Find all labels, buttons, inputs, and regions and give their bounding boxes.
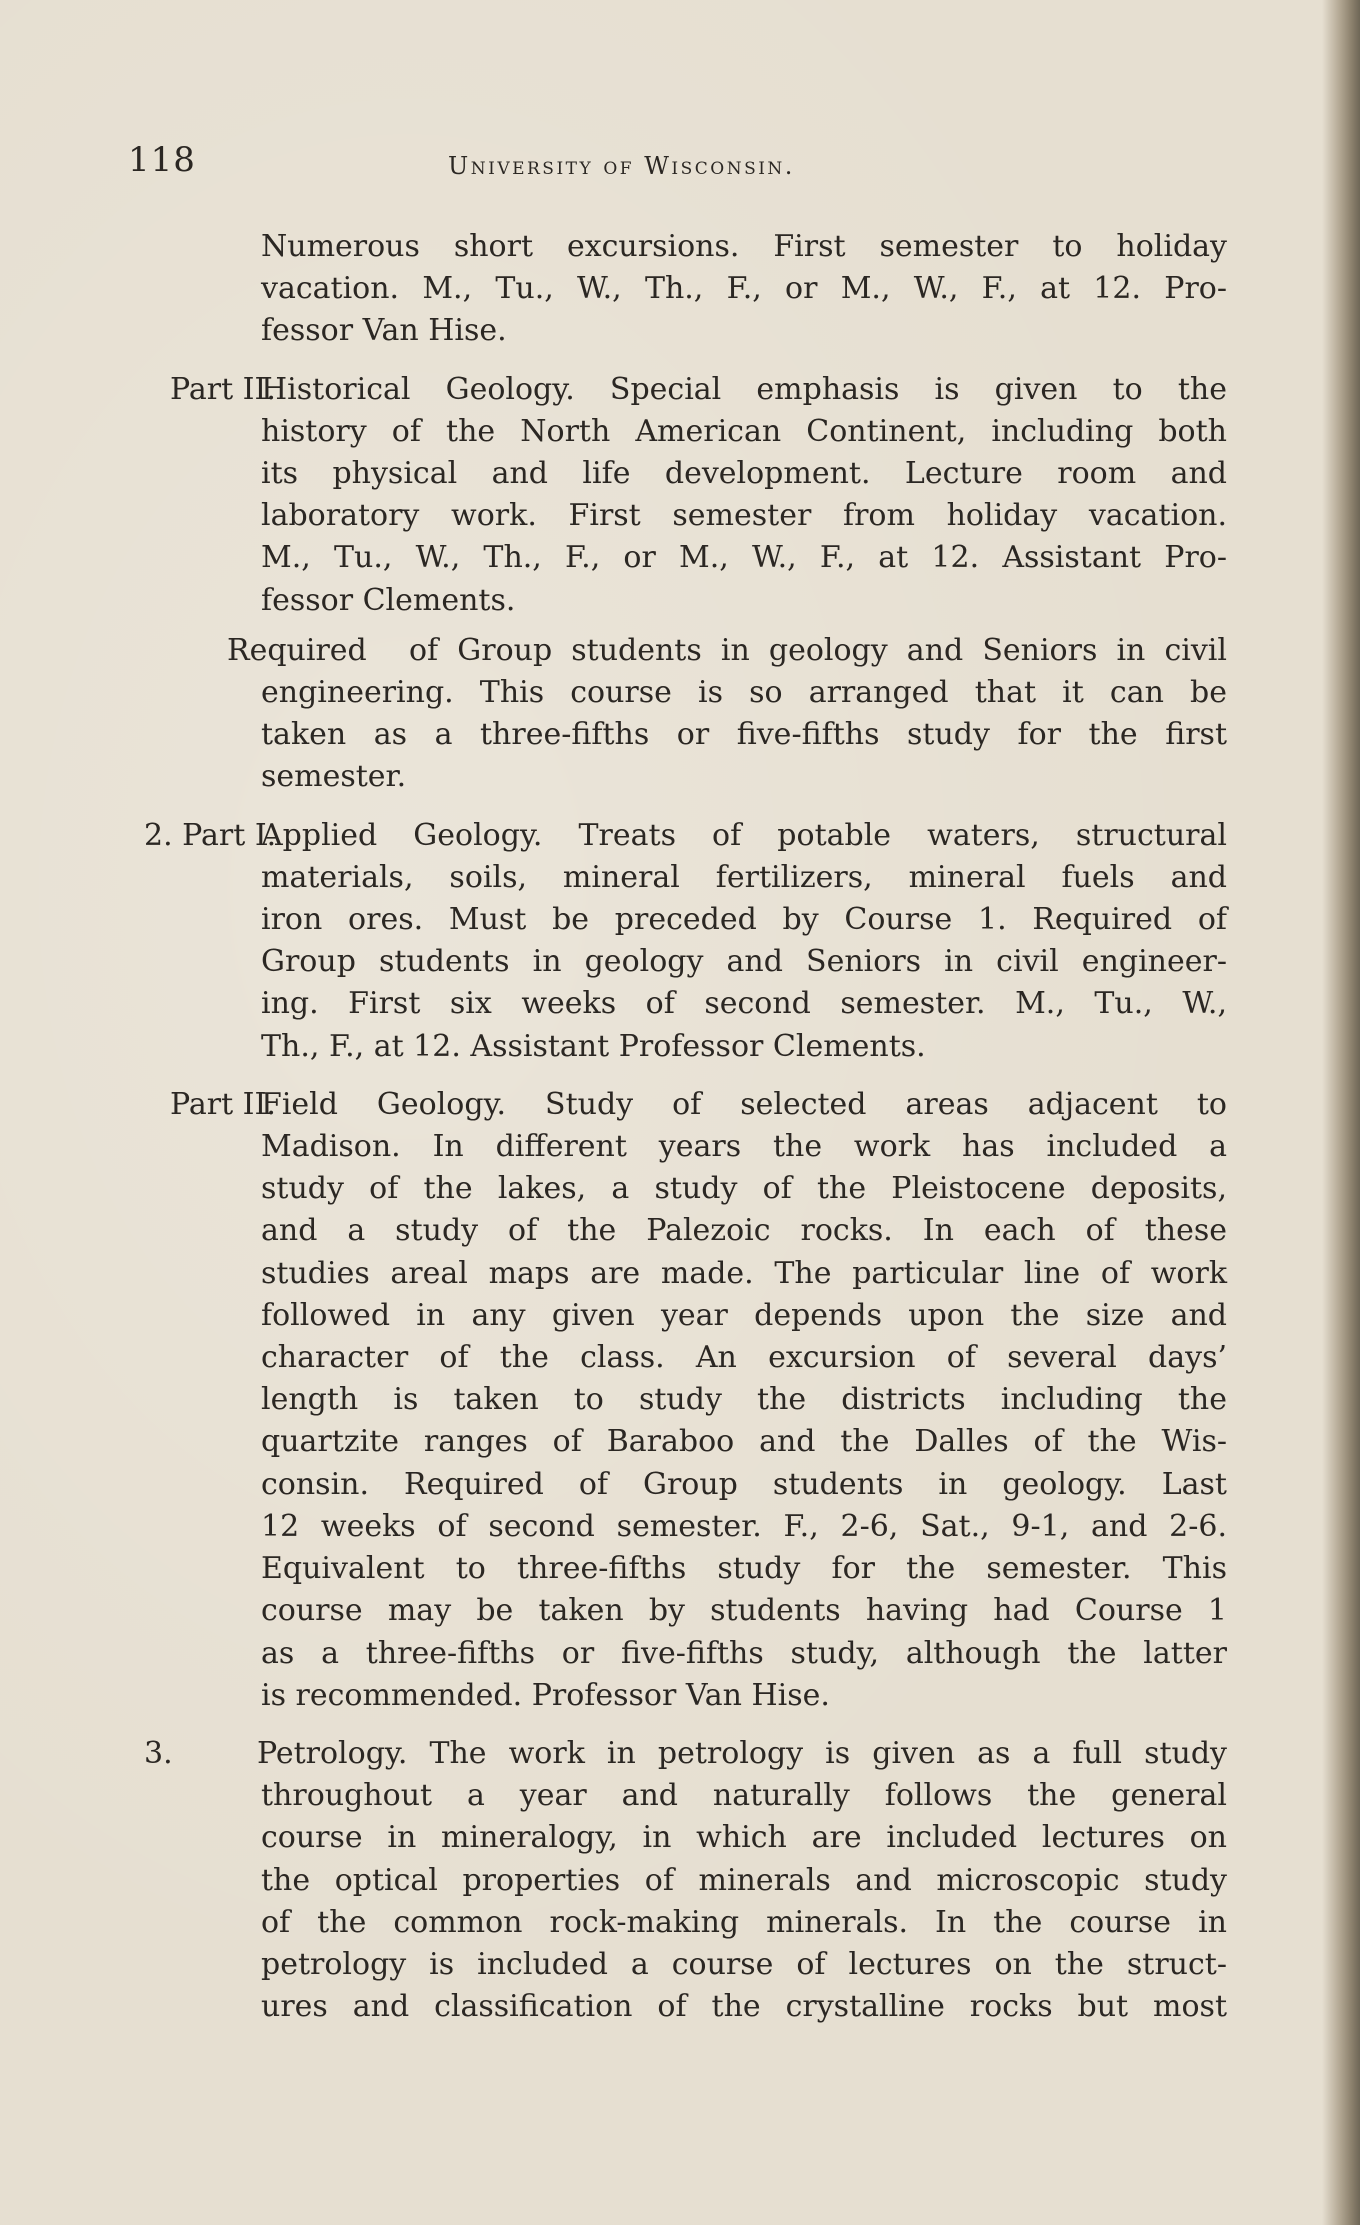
text-line: study of the lakes, a study of the Pleistocene deposits, [261,1171,1227,1207]
text-line: the optical properties of minerals and microscopic study [261,1862,1227,1898]
text-line: Petrology. The work in petrology is given as a full study [257,1735,1227,1771]
text-line: ures and classification of the crystalline rocks but most [261,1989,1227,2025]
text-line: Equivalent to three-fifths study for the semester. This [261,1551,1227,1587]
text-line: course may be taken by students having had Course 1 [261,1593,1227,1629]
text-line: fessor Van Hise. [261,313,507,349]
text-line: engineering. This course is so arranged that it can be [261,675,1227,711]
text-line: taken as a three-fifths or five-fifths study for the first [261,717,1227,753]
text-line: of Group students in geology and Seniors in civil [409,632,1227,668]
text-line: consin. Required of Group students in geology. Last [261,1466,1227,1502]
text-line: Madison. In different years the work has included a [261,1129,1227,1165]
text-line: and a study of the Palezoic rocks. In each of these [261,1213,1227,1249]
text-line: of the common rock-making minerals. In the course in [261,1904,1227,1940]
text-line: studies areal maps are made. The particular line of work [261,1255,1227,1291]
running-head: University of Wisconsin. [448,152,795,180]
text-line: vacation. M., Tu., W., Th., F., or M., W., F., at 12. Pro- [261,271,1227,307]
paragraph-lead: Required [227,632,367,668]
paragraph-lead: Part II. [170,1086,276,1122]
text-line: 12 weeks of second semester. F., 2-6, Sat., 9-1, and 2-6. [261,1508,1227,1544]
text-line: Historical Geology. Special emphasis is given to the [261,371,1227,407]
text-line: quartzite ranges of Baraboo and the Dalles of the Wis- [261,1424,1227,1460]
text-line: M., Tu., W., Th., F., or M., W., F., at 12. Assistant Pro- [261,540,1227,576]
text-line: petrology is included a course of lectures on the struct- [261,1946,1227,1982]
text-line: course in mineralogy, in which are included lectures on [261,1820,1227,1856]
text-line: throughout a year and naturally follows the general [261,1778,1227,1814]
text-line: semester. [261,759,407,795]
paragraph-field-geology [170,1084,1227,1717]
paragraph-required [227,630,1227,799]
text-line: materials, soils, mineral fertilizers, mineral fuels and [261,859,1227,895]
paragraph-continuation [261,226,1227,353]
text-line: as a three-fifths or five-fifths study, although the latter [261,1635,1227,1671]
text-line: Th., F., at 12. Assistant Professor Clements. [261,1028,926,1064]
page-number: 118 [128,140,196,180]
text-line: history of the North American Continent, including both [261,413,1227,449]
paragraph-applied-geology [144,815,1227,1068]
text-line: is recommended. Professor Van Hise. [261,1677,830,1713]
text-line: fessor Clements. [261,582,516,618]
text-line: its physical and life development. Lecture room and [261,456,1227,492]
text-line: Applied Geology. Treats of potable waters, structural [261,817,1227,853]
text-line: ing. First six weeks of second semester. M., Tu., W., [261,986,1227,1022]
text-line: followed in any given year depends upon the size and [261,1297,1227,1333]
text-line: iron ores. Must be preceded by Course 1. Required of [261,902,1227,938]
paragraph-lead: 3. [144,1735,173,1771]
text-line: Numerous short excursions. First semester to holiday [261,229,1227,264]
paragraph-lead: Part II. [170,371,276,407]
paragraph-lead: 2. Part I. [144,817,277,853]
text-line: Field Geology. Study of selected areas adjacent to [261,1086,1227,1122]
paragraph-historical-geology [170,369,1227,622]
page-header [128,140,1228,190]
text-line: character of the class. An excursion of several days’ [261,1340,1227,1376]
paragraph-petrology [144,1733,1227,2028]
page-body [0,226,1360,2028]
text-line: Group students in geology and Seniors in civil engineer- [261,944,1227,980]
text-line: laboratory work. First semester from holiday vacation. [261,498,1227,534]
text-line: length is taken to study the districts including the [261,1382,1227,1418]
